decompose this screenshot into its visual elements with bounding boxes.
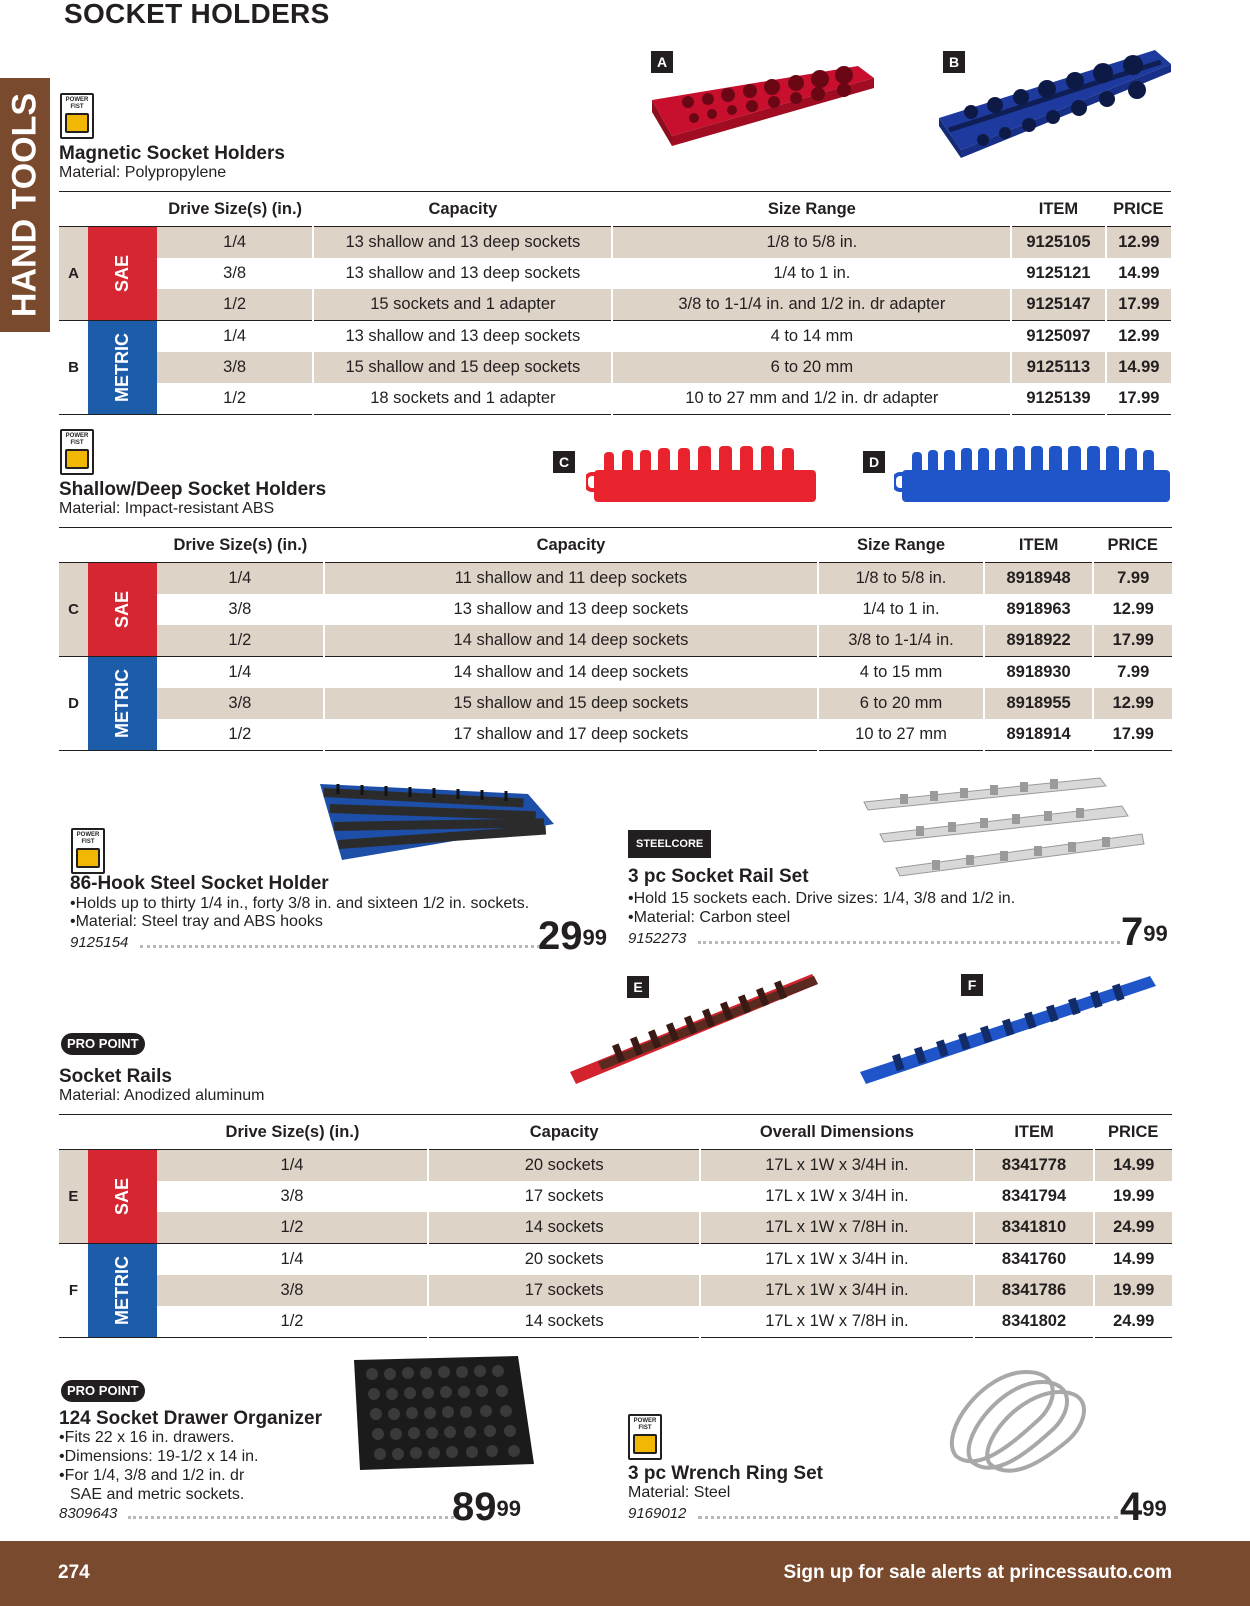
wrench-ring-material: Material: Steel	[628, 1484, 731, 1501]
group-letter: D	[59, 657, 88, 751]
blue-shallow-deep-holder-image	[894, 444, 1174, 510]
pro-point-logo: PRO POINT	[61, 1380, 145, 1402]
pro-point-logo: PRO POINT	[61, 1033, 145, 1055]
col-capacity: Capacity	[324, 528, 818, 563]
section-side-tab: HAND TOOLS	[0, 78, 50, 332]
col-price: PRICE	[1106, 192, 1171, 227]
system-label-sae: SAE	[88, 563, 157, 657]
table-row: 1/2 17 shallow and 17 deep sockets 10 to 27 mm 8918914 17.99	[59, 719, 1172, 751]
col-dimensions: Overall Dimensions	[700, 1115, 973, 1150]
group-letter: A	[59, 227, 88, 321]
drawer-organizer-bullet: •Dimensions: 19-1/2 x 14 in.	[59, 1448, 259, 1465]
power-fist-logo: POWER FIST	[628, 1414, 662, 1460]
system-label-sae: SAE	[88, 1150, 157, 1244]
system-label-metric: METRIC	[88, 657, 157, 751]
shallow-deep-material: Material: Impact-resistant ABS	[59, 500, 275, 517]
hook-holder-bullet: •Holds up to thirty 1/4 in., forty 3/8 in. and sixteen 1/2 in. sockets.	[70, 895, 530, 912]
table-row: 3/8 17 sockets 17L x 1W x 3/4H in. 8341786 19.99	[59, 1275, 1172, 1306]
shallow-deep-table	[59, 527, 1172, 751]
group-letter: B	[59, 321, 88, 415]
socket-rails-title: Socket Rails	[59, 1066, 172, 1087]
rail-set-bullet: •Hold 15 sockets each. Drive sizes: 1/4, 3/8 and 1/2 in.	[628, 890, 1016, 907]
hook-holder-sku: 9125154	[70, 934, 129, 951]
drawer-organizer-bullet: •For 1/4, 3/8 and 1/2 in. dr	[59, 1467, 245, 1484]
col-item: ITEM	[1011, 192, 1105, 227]
drawer-organizer-image	[352, 1356, 536, 1470]
wrench-ring-sku: 9169012	[628, 1505, 687, 1522]
table-row: 1/2 15 sockets and 1 adapter 3/8 to 1-1/4 in. and 1/2 in. dr adapter 9125147 17.99	[59, 289, 1171, 321]
table-row: 1/2 14 sockets 17L x 1W x 7/8H in. 8341810 24.99	[59, 1212, 1172, 1244]
col-price: PRICE	[1094, 1115, 1172, 1150]
table-row: D METRIC 1/4 14 shallow and 14 deep sockets 4 to 15 mm 8918930 7.99	[59, 657, 1172, 689]
group-letter: E	[59, 1150, 88, 1244]
page-title: SOCKET HOLDERS	[64, 0, 330, 29]
blue-magnetic-holder-image	[935, 44, 1175, 159]
tag-e: E	[627, 976, 649, 998]
red-socket-rail-image	[568, 972, 824, 1092]
tag-d: D	[863, 451, 885, 473]
hook-holder-price: $29^{99}$	[538, 914, 607, 958]
tag-c: C	[553, 451, 575, 473]
drawer-organizer-bullet: SAE and metric sockets.	[70, 1486, 245, 1503]
table-row: 3/8 15 shallow and 15 deep sockets 6 to 20 mm 8918955 12.99	[59, 688, 1172, 719]
rail-set-sku: 9152273	[628, 930, 687, 947]
drawer-organizer-title: 124 Socket Drawer Organizer	[59, 1408, 322, 1429]
shallow-deep-title: Shallow/Deep Socket Holders	[59, 479, 327, 500]
table-row: C SAE 1/4 11 shallow and 11 deep sockets 1/8 to 5/8 in. 8918948 7.99	[59, 563, 1172, 595]
tag-a: A	[651, 51, 673, 73]
col-capacity: Capacity	[428, 1115, 700, 1150]
page-footer	[0, 1541, 1250, 1606]
red-magnetic-holder-image	[648, 56, 878, 146]
col-item: ITEM	[974, 1115, 1095, 1150]
steelcore-logo: STEELCORE	[628, 830, 711, 858]
table-row: 3/8 17 sockets 17L x 1W x 3/4H in. 8341794 19.99	[59, 1181, 1172, 1212]
group-letter: F	[59, 1244, 88, 1338]
red-shallow-deep-holder-image	[586, 444, 822, 510]
col-drive: Drive Size(s) (in.)	[157, 1115, 428, 1150]
table-row: E SAE 1/4 20 sockets 17L x 1W x 3/4H in. 8341778 14.99	[59, 1150, 1172, 1182]
drawer-organizer-price: $89^{99}$	[452, 1485, 521, 1529]
table-row: 3/8 13 shallow and 13 deep sockets 1/4 to 1 in. 9125121 14.99	[59, 258, 1171, 289]
page-number: 274	[58, 1562, 90, 1583]
table-row: 1/2 14 shallow and 14 deep sockets 3/8 to 1-1/4 in. 8918922 17.99	[59, 625, 1172, 657]
col-size-range: Size Range	[818, 528, 984, 563]
system-label-sae: SAE	[88, 227, 157, 321]
rail-set-bullet: •Material: Carbon steel	[628, 909, 791, 926]
tag-b: B	[943, 51, 965, 73]
table-row: A SAE 1/4 13 shallow and 13 deep sockets 1/8 to 5/8 in. 9125105 12.99	[59, 227, 1171, 259]
table-row: 3/8 15 shallow and 15 deep sockets 6 to 20 mm 9125113 14.99	[59, 352, 1171, 383]
table-row: F METRIC 1/4 20 sockets 17L x 1W x 3/4H in. 8341760 14.99	[59, 1244, 1172, 1276]
magnetic-material: Material: Polypropylene	[59, 164, 227, 181]
hook-holder-image	[318, 780, 558, 866]
socket-rails-table	[59, 1114, 1172, 1338]
col-drive: Drive Size(s) (in.)	[157, 192, 313, 227]
table-row: 3/8 13 shallow and 13 deep sockets 1/4 to 1 in. 8918963 12.99	[59, 594, 1172, 625]
leader-dots	[698, 1516, 1118, 1519]
magnetic-title: Magnetic Socket Holders	[59, 143, 285, 164]
table-row: B METRIC 1/4 13 shallow and 13 deep sockets 4 to 14 mm 9125097 12.99	[59, 321, 1171, 353]
drawer-organizer-sku: 8309643	[59, 1505, 118, 1522]
blue-socket-rail-image	[858, 972, 1158, 1092]
rail-set-title: 3 pc Socket Rail Set	[628, 866, 809, 887]
group-letter: C	[59, 563, 88, 657]
col-capacity: Capacity	[313, 192, 612, 227]
wrench-ring-image	[942, 1364, 1102, 1476]
sale-alerts-link[interactable]: Sign up for sale alerts at princessauto.com	[783, 1562, 1172, 1583]
hook-holder-bullet: •Material: Steel tray and ABS hooks	[70, 913, 323, 930]
power-fist-logo: POWER FIST	[71, 828, 105, 874]
tag-f: F	[961, 974, 983, 996]
table-row: 1/2 14 sockets 17L x 1W x 7/8H in. 8341802 24.99	[59, 1306, 1172, 1338]
wrench-ring-title: 3 pc Wrench Ring Set	[628, 1463, 823, 1484]
system-label-metric: METRIC	[88, 321, 157, 415]
wrench-ring-price: $4^{99}$	[1120, 1485, 1167, 1529]
rail-set-image	[860, 776, 1145, 880]
socket-rails-material: Material: Anodized aluminum	[59, 1087, 265, 1104]
col-drive: Drive Size(s) (in.)	[157, 528, 324, 563]
hook-holder-title: 86-Hook Steel Socket Holder	[70, 873, 329, 894]
system-label-metric: METRIC	[88, 1244, 157, 1338]
table-row: 1/2 18 sockets and 1 adapter 10 to 27 mm and 1/2 in. dr adapter 9125139 17.99	[59, 383, 1171, 415]
col-size-range: Size Range	[612, 192, 1011, 227]
col-item: ITEM	[984, 528, 1094, 563]
magnetic-table	[59, 191, 1171, 415]
leader-dots	[698, 941, 1120, 944]
col-price: PRICE	[1093, 528, 1172, 563]
leader-dots	[140, 945, 540, 948]
leader-dots	[128, 1516, 454, 1519]
power-fist-logo: POWER FIST	[60, 93, 94, 139]
rail-set-price: $7^{99}$	[1121, 910, 1168, 954]
power-fist-logo: POWER FIST	[60, 429, 94, 475]
drawer-organizer-bullet: •Fits 22 x 16 in. drawers.	[59, 1429, 235, 1446]
